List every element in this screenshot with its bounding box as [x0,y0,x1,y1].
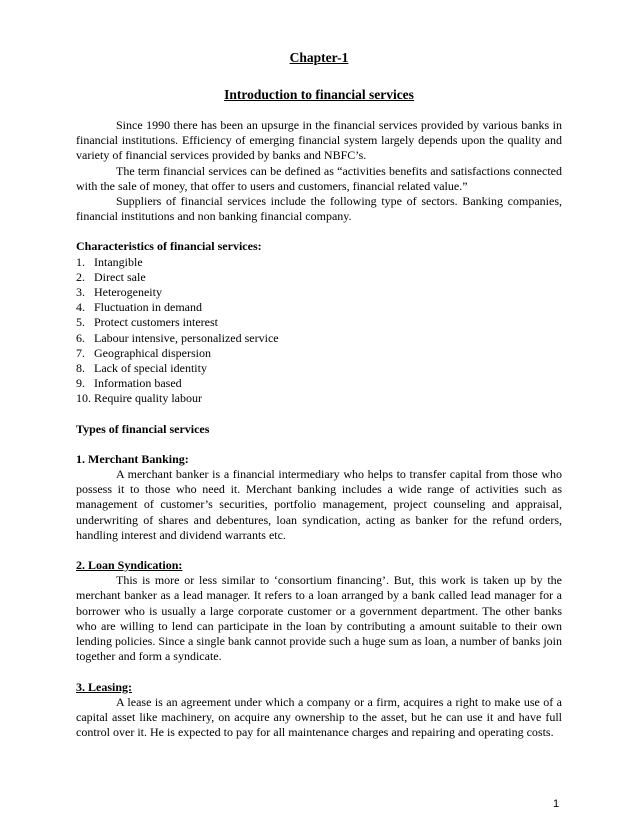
characteristics-heading: Characteristics of financial services: [76,239,262,254]
list-item: 9. Information based [76,376,182,391]
page-number: 1 [553,798,560,810]
characteristics-list [76,255,562,407]
intro-paragraph: Since 1990 there has been an upsurge in the financial services provided by various banks in financial institutions. Efficiency of emerging financial system largely depends upon the quality and variety of financial services provided by banks and NBFC’s. [76,118,562,163]
section-heading-leasing: 3. Leasing: [76,679,133,694]
types-heading: Types of financial services [76,421,210,436]
section-body-merchant-banking: A merchant banker is a financial intermediary who helps to transfer capital from those who possess it to those who need it. Merchant banking includes a wide range of activities such as management of customer’s securities, portfolio management, project counseling and appraisal, underwriting of shares and debentures, loan syndication, acting as banker for the refund orders, handling interest and dividend warrants etc. [76,467,562,542]
list-item: 10. Require quality labour [76,391,202,406]
section-heading-merchant-banking: 1. Merchant Banking: [76,451,189,466]
list-item: 3. Heterogeneity [76,285,162,300]
section-heading-loan-syndication: 2. Loan Syndication: [76,558,183,573]
list-item: 7. Geographical dispersion [76,345,211,360]
list-item: 5. Protect customers interest [76,315,218,330]
intro-paragraph: Suppliers of financial services include the following type of sectors. Banking companies, financial institutions and non banking financial company. [76,194,562,224]
page-title: Introduction to financial services [224,87,414,102]
list-item: 8. Lack of special identity [76,361,207,376]
section-body-loan-syndication: This is more or less similar to ‘consortium financing’. But, this work is taken up by the merchant banker as a lead manager. It refers to a loan arranged by a bank called lead manager for a borrower who is usually a large corporate customer or a government department. The other banks who are willing to lend can participate in the loan by contributing a amount suitable to their own lending policies. Since a single bank cannot provide such a huge sum as loan, a number of banks join together and form a syndicate. [76,573,562,664]
list-item: 1. Intangible [76,254,143,269]
list-item: 6. Labour intensive, personalized service [76,330,279,345]
list-item: 4. Fluctuation in demand [76,300,202,315]
list-item: 2. Direct sale [76,269,146,284]
intro-paragraph: The term financial services can be defined as “activities benefits and satisfactions connected with the sale of money, that offer to users and customers, financial related value.” [76,163,562,193]
section-body-leasing: A lease is an agreement under which a company or a firm, acquires a right to make use of a capital asset like machinery, on acquire any ownership to the asset, but he can use it and have full control over it. He is expected to pay for all maintenance charges and repairing and operating costs. [76,694,562,740]
document-body [76,118,562,740]
chapter-heading: Chapter-1 [289,50,349,65]
